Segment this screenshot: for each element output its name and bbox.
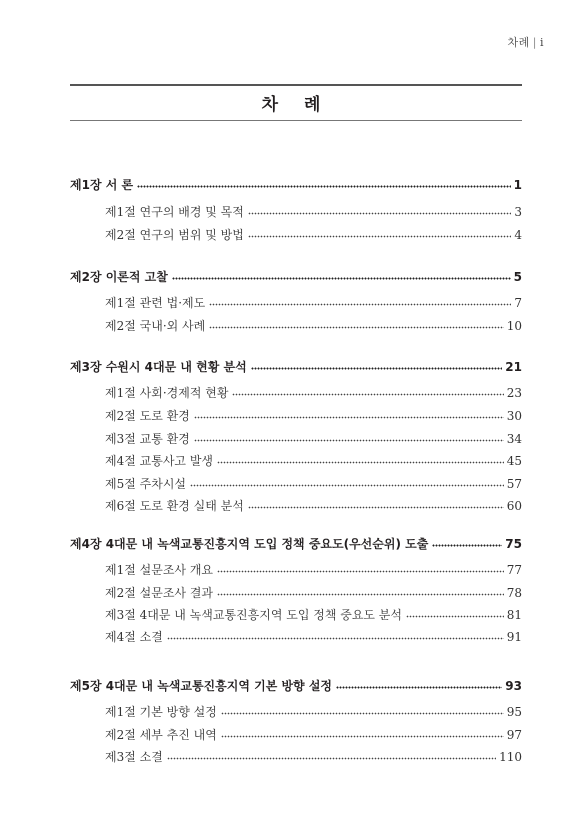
toc-chapter-entry[interactable] (70, 268, 522, 285)
toc-entry-label: 제4장 4대문 내 녹색교통진흥지역 도입 정책 중요도(우선순위) 도출 (70, 537, 429, 551)
dot-leader (248, 208, 512, 216)
dot-leader (194, 412, 504, 420)
dot-leader (251, 363, 503, 371)
toc-page-number: 91 (506, 630, 522, 644)
toc-section-entry[interactable] (105, 703, 522, 720)
toc-entry-label: 제1절 기본 방향 설정 (105, 705, 217, 719)
toc-page-number: 5 (513, 270, 522, 284)
dot-leader (217, 457, 504, 465)
table-of-contents (70, 0, 522, 830)
toc-page-number: 77 (506, 563, 522, 577)
dot-leader (190, 480, 504, 488)
dot-leader (336, 682, 502, 690)
dot-leader (209, 322, 503, 330)
toc-section-entry[interactable] (105, 452, 522, 469)
toc-page-number: 21 (505, 360, 522, 374)
toc-page-number: 34 (506, 432, 522, 446)
toc-section-entry[interactable] (105, 584, 522, 601)
toc-page-number: 75 (505, 537, 522, 551)
toc-section-entry[interactable] (105, 628, 522, 645)
header-page-number: i (539, 36, 544, 49)
toc-page-number: 95 (506, 705, 522, 719)
toc-entry-label: 제3절 교통 환경 (105, 432, 190, 446)
header-separator: | (532, 36, 537, 49)
dot-leader (167, 633, 504, 641)
dot-leader (248, 502, 504, 510)
toc-section-entry[interactable] (105, 726, 522, 743)
dot-leader (248, 231, 512, 239)
toc-page-number: 3 (514, 205, 522, 219)
toc-entry-label: 제1절 설문조사 개요 (105, 563, 214, 577)
dot-leader (217, 589, 504, 597)
dot-leader (167, 753, 496, 761)
toc-page-number: 60 (506, 499, 522, 513)
toc-chapter-entry[interactable] (70, 535, 522, 552)
toc-entry-label: 제4절 소결 (105, 630, 163, 644)
toc-page-number: 7 (514, 296, 522, 310)
toc-chapter-entry[interactable] (70, 358, 522, 375)
toc-entry-label: 제1절 사회·경제적 현황 (105, 386, 229, 400)
toc-entry-label: 제2장 이론적 고찰 (70, 270, 168, 284)
toc-entry-label: 제6절 도로 환경 실태 분석 (105, 499, 244, 513)
toc-entry-label: 제2절 연구의 범위 및 방법 (105, 228, 244, 242)
toc-entry-label: 제5장 4대문 내 녹색교통진흥지역 기본 방향 설정 (70, 679, 333, 693)
toc-page-number: 10 (506, 319, 522, 333)
toc-page-number: 110 (499, 750, 522, 764)
toc-entry-label: 제2절 세부 추진 내역 (105, 728, 217, 742)
toc-page-number: 1 (513, 178, 522, 192)
toc-page-number: 57 (506, 477, 522, 491)
toc-section-entry[interactable] (105, 407, 522, 424)
toc-chapter-entry[interactable] (70, 176, 522, 193)
toc-section-entry[interactable] (105, 475, 522, 492)
dot-leader (209, 299, 511, 307)
dot-leader (194, 435, 504, 443)
toc-entry-label: 제4절 교통사고 발생 (105, 454, 214, 468)
dot-leader (232, 389, 503, 397)
toc-page-number: 30 (506, 409, 522, 423)
toc-chapter-entry[interactable] (70, 677, 522, 694)
toc-section-entry[interactable] (105, 384, 522, 401)
toc-entry-label: 제3절 4대문 내 녹색교통진흥지역 도입 정책 중요도 분석 (105, 608, 402, 622)
toc-page-number: 97 (506, 728, 522, 742)
toc-page-number: 23 (506, 386, 522, 400)
toc-section-entry[interactable] (105, 497, 522, 514)
toc-entry-label: 제1절 관련 법·제도 (105, 296, 206, 310)
dot-leader (221, 708, 504, 716)
toc-page-number: 93 (505, 679, 522, 693)
toc-entry-label: 제1절 연구의 배경 및 목적 (105, 205, 244, 219)
dot-leader (172, 273, 511, 281)
toc-section-entry[interactable] (105, 317, 522, 334)
toc-page-number: 81 (506, 608, 522, 622)
toc-entry-label: 제2절 도로 환경 (105, 409, 190, 423)
toc-entry-label: 제1장 서 론 (70, 178, 134, 192)
toc-page-number: 78 (506, 586, 522, 600)
toc-section-entry[interactable] (105, 430, 522, 447)
dot-leader (432, 540, 502, 548)
dot-leader (217, 566, 504, 574)
toc-section-entry[interactable] (105, 294, 522, 311)
toc-entry-label: 제2절 국내·외 사례 (105, 319, 206, 333)
toc-entry-label: 제3장 수원시 4대문 내 현황 분석 (70, 360, 247, 374)
toc-entry-label: 제5절 주차시설 (105, 477, 187, 491)
toc-section-entry[interactable] (105, 606, 522, 623)
toc-entry-label: 제3절 소결 (105, 750, 163, 764)
dot-leader (221, 731, 504, 739)
dot-leader (137, 181, 511, 189)
dot-leader (406, 611, 504, 619)
toc-entry-label: 제2절 설문조사 결과 (105, 586, 214, 600)
toc-section-entry[interactable] (105, 561, 522, 578)
toc-section-entry[interactable] (105, 748, 522, 765)
toc-page-number: 4 (514, 228, 522, 242)
page-title: 차 례 (261, 95, 331, 115)
toc-page-number: 45 (506, 454, 522, 468)
header-section-name: 차례 (507, 36, 530, 49)
toc-section-entry[interactable] (105, 226, 522, 243)
toc-section-entry[interactable] (105, 203, 522, 220)
